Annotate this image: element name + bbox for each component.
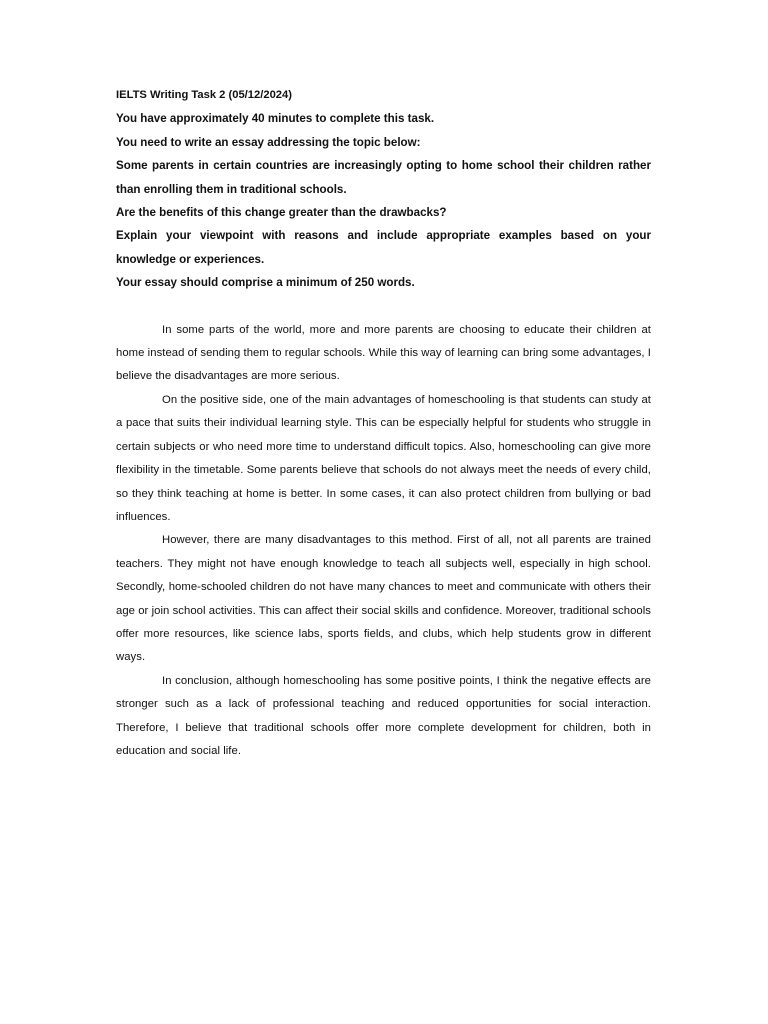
essay-paragraph-introduction: In some parts of the world, more and more parents are choosing to educate their children at home instead of sending them to regular schools. While this way of learning can bring some advantages, I believe the disadvantages are more serious. <box>116 323 651 383</box>
time-note: You have approximately 40 minutes to complete this task. <box>116 112 435 126</box>
essay-paragraph-advantages: On the positive side, one of the main advantages of homeschooling is that students can study at a pace that suits their individual learning style. This can be especially helpful for students who struggle in certain subjects or who need more time to understand difficult topics. Also, homeschooling can give more flexibility in the timetable. Some parents believe that schools do not always meet the needs of every child, so they think teaching at home is better. In some cases, it can also protect children from bullying or bad influences. <box>116 393 651 523</box>
question: Are the benefits of this change greater than the drawbacks? <box>116 206 447 220</box>
essay-paragraph-disadvantages: However, there are many disadvantages to this method. First of all, not all parents are trained teachers. They might not have enough knowledge to teach all subjects well, especially in high school. Secondly, home-schooled children do not have many chances to meet and communicate with others their age or join school activities. This can affect their social skills and confidence. Moreover, traditional schools offer more resources, like science labs, sports fields, and clubs, which help students grow in different ways. <box>116 534 651 664</box>
instruction: You need to write an essay addressing the topic below: <box>116 135 421 149</box>
document-page <box>116 84 651 763</box>
essay-paragraph-conclusion: In conclusion, although homeschooling has some positive points, I think the negative effects are stronger such as a lack of professional teaching and reduced opportunities for social interaction. Therefore, I believe that traditional schools offer more complete development for children, both in education and social life. <box>116 674 651 757</box>
directive: Explain your viewpoint with reasons and include appropriate examples based on your knowledge or experiences. <box>116 229 651 266</box>
essay-body <box>116 319 651 764</box>
word-requirement: Your essay should comprise a minimum of 250 words. <box>116 276 415 290</box>
topic-statement: Some parents in certain countries are increasingly opting to home school their children rather than enrolling them in traditional schools. <box>116 159 651 196</box>
task-prompt <box>116 84 651 295</box>
task-title: IELTS Writing Task 2 (05/12/2024) <box>116 89 292 101</box>
